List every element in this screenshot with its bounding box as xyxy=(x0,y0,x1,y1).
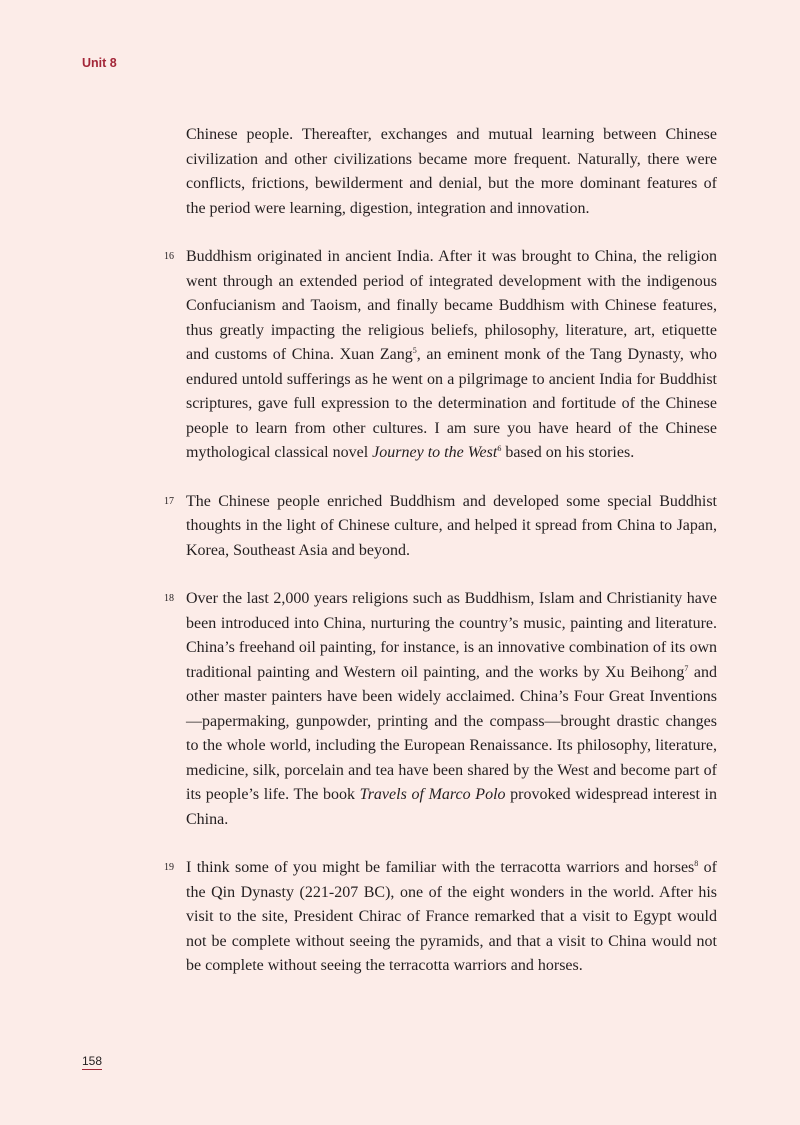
paragraph-text: The Chinese people enriched Buddhism and developed some special Buddhist thoughts in the light of Chinese culture, and helped it spread from China to Japan, Korea, Southeast Asia and beyond. xyxy=(186,492,717,559)
paragraph-19 xyxy=(164,856,717,979)
footnote-ref-6: 6 xyxy=(497,444,502,453)
paragraph-text: provoked widespread interest in China. xyxy=(186,786,718,828)
paragraph-17 xyxy=(164,490,717,564)
page-number: 158 xyxy=(82,1054,103,1068)
book-title: Journey to the West xyxy=(372,444,498,461)
paragraph-text: Chinese people. Thereafter, exchanges and mutual learning between Chinese civilization and other civilizations became more frequent. Naturally, there were conflicts, frictions, bewilderment and denial, but the more dominant features of the period were learning, digestion, integration and innovation. xyxy=(186,126,717,217)
paragraph-text: Over the last 2,000 years religions such as Buddhism, Islam and Christianity have been introduced into China, nurturing the country’s music, painting and literature. China’s freehand oil painting, for instance, is an innovative combination of its own traditional painting and Western oil painting, and the works by Xu Beihong xyxy=(186,590,717,681)
paragraph-continued xyxy=(186,123,717,221)
paragraph-text: of the Qin Dynasty (221-207 BC), one of the eight wonders in the world. After his visit to the site, President Chirac of France remarked that a visit to Egypt would not be complete without seeing the pyramids, and that a visit to China would not be complete without seeing the terracotta warriors and horses. xyxy=(186,859,717,974)
paragraph-number: 16 xyxy=(164,251,174,262)
paragraph-text: , an eminent monk of the Tang Dynasty, who endured untold sufferings as he went on a pilgrimage to ancient India for Buddhist scriptures, gave full expression to the determination and fortitude of the Chinese people to learn from other cultures. I am sure you have heard of the Chinese mythological classical novel xyxy=(186,346,718,461)
paragraph-number: 17 xyxy=(164,495,174,507)
paragraph-number: 19 xyxy=(164,862,174,873)
paragraph-text: and other master painters have been widely acclaimed. China’s Four Great Inventions—papermaking, gunpowder, printing and the compass—brought drastic changes to the whole world, including the European Renaissance. Its philosophy, literature, medicine, silk, porcelain and tea have been shared by the West and become part of its people’s life. The book xyxy=(186,663,717,803)
paragraph-18 xyxy=(164,587,718,832)
paragraph-text: based on his stories. xyxy=(501,444,635,461)
paragraph-text: I think some of you might be familiar with the terracotta warriors and horses xyxy=(186,859,695,876)
unit-label: Unit 8 xyxy=(82,56,117,70)
footnote-ref-7: 7 xyxy=(684,663,689,673)
paragraph-number: 18 xyxy=(164,593,174,604)
body-text xyxy=(164,123,718,1003)
paragraph-16 xyxy=(164,245,718,466)
paragraph-text: Buddhism originated in ancient India. After it was brought to China, the religion went through an extended period of integrated development with the indigenous Confucianism and Taoism, and finally became Buddhism with Chinese features, thus greatly impacting the religious beliefs, philosophy, literature, art, etiquette and customs of China. Xuan Zang xyxy=(186,248,717,363)
footnote-ref-8: 8 xyxy=(694,859,699,868)
book-title: Travels of Marco Polo xyxy=(359,786,506,803)
footnote-ref-5: 5 xyxy=(412,346,417,355)
